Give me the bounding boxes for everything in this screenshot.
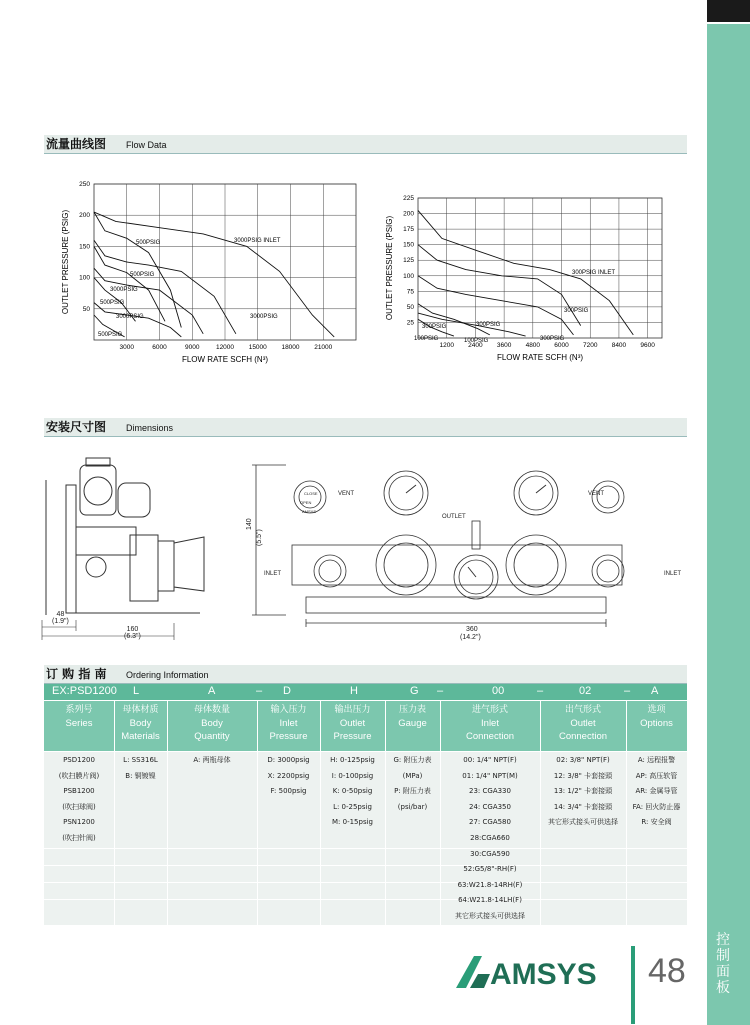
table-cell: 63:W21.8-14RH(F) xyxy=(457,880,523,889)
table-cell: 12: 3/8" 卡套接頭 xyxy=(553,771,613,780)
ordering-title-zh: 订 购 指 南 xyxy=(46,667,107,681)
curve-annotation: 100PSIG xyxy=(464,338,489,344)
table-header-en1: Series xyxy=(65,718,93,729)
table-row-divider xyxy=(44,882,687,883)
y-tick-label: 175 xyxy=(403,226,414,234)
example-dash: – xyxy=(256,685,263,697)
y-tick-label: 75 xyxy=(406,288,414,296)
x-tick-label: 15000 xyxy=(248,344,267,351)
ordering-example-bar xyxy=(44,684,687,700)
table-header-cell xyxy=(167,704,257,743)
x-tick-label: 3600 xyxy=(496,342,512,349)
example-code: EX:PSD1200 xyxy=(52,685,117,697)
table-cell: (吹扫针阀) xyxy=(62,834,96,842)
side-length-mm: 160 xyxy=(126,626,139,633)
example-a: A xyxy=(208,685,216,697)
open-label: OPEN xyxy=(300,500,312,505)
y-tick-label: 125 xyxy=(403,257,414,265)
y-tick-label: 200 xyxy=(79,212,90,220)
table-header-en1: Gauge xyxy=(398,718,427,729)
x-tick-label: 3000 xyxy=(119,344,134,351)
table-header-en1: Outlet xyxy=(570,718,596,729)
curve-annotation: 3000PSIG xyxy=(110,287,138,293)
side-fitting xyxy=(158,541,174,591)
table-cell: B: 铜镀镍 xyxy=(125,771,156,780)
table-cell: AP: 高压软管 xyxy=(635,771,678,780)
table-row-divider xyxy=(44,925,687,926)
dimensions-title-zh: 安装尺寸图 xyxy=(46,420,107,434)
table-header-en2: Pressure xyxy=(269,731,308,742)
table-cell: A: 两瓶母体 xyxy=(193,756,231,764)
table-header-cell xyxy=(440,704,540,743)
table-cell: (MPa) xyxy=(402,771,423,780)
table-cell: K: 0-50psig xyxy=(332,787,373,796)
table-header-zh: 出气形式 xyxy=(564,705,601,715)
curve-annotation: 500PSIG xyxy=(98,332,123,338)
table-header-zh: 母体材质 xyxy=(122,705,159,715)
table-header-zh: 进气形式 xyxy=(471,705,508,715)
amsys-logo-text: AMSYS xyxy=(490,958,597,991)
x-tick-label: 6000 xyxy=(152,344,167,351)
table-header-en2: Quantity xyxy=(194,731,230,742)
front-width-in: (14.2") xyxy=(460,634,481,641)
side-tab-cap xyxy=(707,0,750,22)
table-header-en2: Connection xyxy=(558,731,608,742)
table-header-cell xyxy=(114,704,167,743)
x-tick-label: 21000 xyxy=(314,344,333,351)
y-tick-label: 100 xyxy=(79,274,90,282)
table-cell: (吹扫球阀) xyxy=(62,802,96,811)
y-tick-label: 250 xyxy=(79,181,90,188)
front-width-mm: 360 xyxy=(466,626,478,633)
table-cell: 28:CGA660 xyxy=(470,834,510,842)
example-dash: – xyxy=(437,685,444,697)
side-width-mm: 48 xyxy=(56,611,65,618)
outlet-label: OUTLET xyxy=(442,514,466,520)
x-tick-label: 1200 xyxy=(439,342,454,349)
side-handwheel xyxy=(174,537,204,591)
y-tick-label: 200 xyxy=(403,210,414,218)
x-tick-label: 9000 xyxy=(185,344,200,351)
flow-data-title-zh: 流量曲线图 xyxy=(46,137,107,151)
flow-chart-left xyxy=(50,178,360,370)
curve-annotation: 3000PSIG INLET xyxy=(234,238,281,244)
side-width-dim xyxy=(52,611,69,625)
table-header-en2: Materials xyxy=(121,731,160,742)
table-row-divider xyxy=(44,848,687,849)
table-cell: A: 远程报警 xyxy=(637,756,676,764)
curve-annotation: 300PSIG xyxy=(422,324,447,330)
table-cell: H: 0-125psig xyxy=(330,756,375,764)
side-tab-divider xyxy=(707,22,750,24)
curve-annotation: 300PSIG xyxy=(540,336,565,342)
front-view-drawing xyxy=(246,455,666,645)
y-tick-label: 225 xyxy=(403,195,414,202)
brand-label: AMSYS xyxy=(302,509,317,514)
y-tick-label: 50 xyxy=(406,303,414,311)
table-cell: 52:G5/8"-RH(F) xyxy=(463,865,517,874)
x-tick-label: 9600 xyxy=(640,342,655,349)
table-header-en1: Inlet xyxy=(279,718,298,729)
vent-right-label: VENT xyxy=(588,491,605,497)
flow-chart-right xyxy=(376,192,676,372)
table-row-divider xyxy=(44,865,687,866)
table-cell: 02: 3/8" NPT(F) xyxy=(556,756,610,764)
table-cell: M: 0-15psig xyxy=(332,818,373,827)
curve-annotation: 300PSIG INLET xyxy=(572,270,616,276)
table-header-zh: 系列号 xyxy=(65,705,93,715)
table-cell: R: 安全阀 xyxy=(641,818,672,827)
table-cell: 27: CGA580 xyxy=(469,818,511,827)
table-cell: 14: 3/4" 卡套接頭 xyxy=(553,802,613,811)
table-cell: 23: CGA330 xyxy=(469,787,511,796)
table-cell: F: 500psig xyxy=(270,787,307,796)
side-regulator-knob xyxy=(80,465,116,515)
table-header-zh: 压力表 xyxy=(398,705,426,715)
x-tick-label: 2400 xyxy=(468,342,483,349)
example-dash: – xyxy=(624,685,631,697)
front-regulator-right xyxy=(506,535,566,595)
ordering-title-en: Ordering Information xyxy=(126,670,209,680)
side-length-in: (6.3") xyxy=(124,633,141,640)
curve-annotation: 500PSIG xyxy=(130,272,155,278)
table-header-en1: Body xyxy=(129,718,152,729)
table-cell: 30:CGA590 xyxy=(470,849,510,858)
example-outlet: 02 xyxy=(579,685,592,697)
inlet-right-label: INLET xyxy=(664,571,682,577)
table-header-en1: Options xyxy=(640,718,673,729)
table-cell: L: SS316L xyxy=(123,756,158,764)
curve-annotation: 3000PSIG xyxy=(116,314,144,320)
table-cell: (吹扫膜片阀) xyxy=(58,771,100,780)
side-body xyxy=(76,527,136,555)
series-line xyxy=(418,304,490,335)
x-tick-label: 8400 xyxy=(611,342,627,349)
front-height-mm: 140 xyxy=(246,518,253,530)
example-dash: – xyxy=(537,685,544,697)
series-line xyxy=(418,245,581,326)
side-width-in: (1.9") xyxy=(52,618,69,625)
example-d: D xyxy=(283,685,291,697)
curve-annotation: 500PSIG xyxy=(136,240,161,246)
y-tick-label: 150 xyxy=(79,243,90,251)
front-height-in: (5.5") xyxy=(256,529,263,546)
y-tick-label: 50 xyxy=(82,305,90,313)
table-cell: 01: 1/4" NPT(M) xyxy=(462,771,518,780)
table-cell: PSD1200 xyxy=(63,756,95,764)
table-cell: L: 0-25psig xyxy=(333,802,372,811)
front-manifold xyxy=(292,545,622,585)
table-header-cell xyxy=(257,704,320,743)
table-header-cell xyxy=(320,704,385,743)
table-cell: G: 附压力表 xyxy=(393,756,432,764)
inlet-left-label: INLET xyxy=(264,571,282,577)
table-cell: AR: 金属导管 xyxy=(635,787,678,796)
table-header-en1: Inlet xyxy=(481,718,499,729)
y-tick-label: 150 xyxy=(403,241,414,249)
front-regulator-left xyxy=(376,535,436,595)
x-axis-label: FLOW RATE SCFH (N³) xyxy=(496,353,584,362)
x-axis-label: FLOW RATE SCFH (N³) xyxy=(181,355,269,364)
curve-annotation: 300PSIG xyxy=(476,322,501,328)
table-header-zh: 选项 xyxy=(647,705,666,715)
table-header-zh: 母体数量 xyxy=(193,705,230,715)
table-cell: 00: 1/4" NPT(F) xyxy=(463,756,517,764)
table-row-divider xyxy=(44,899,687,900)
flow-data-title-en: Flow Data xyxy=(126,140,167,150)
dimensions-header xyxy=(44,418,687,437)
side-tab xyxy=(707,0,750,1025)
side-inlet-gauge xyxy=(86,557,106,577)
amsys-logo xyxy=(452,952,624,992)
curve-annotation: 500PSIG xyxy=(100,300,125,306)
amsys-logo-mark xyxy=(456,956,490,988)
example-g: G xyxy=(410,685,419,697)
x-tick-label: 4800 xyxy=(525,342,541,349)
table-cell: (psi/bar) xyxy=(397,802,428,811)
page-number: 48 xyxy=(648,952,686,990)
x-tick-label: 7200 xyxy=(583,342,598,349)
y-tick-label: 100 xyxy=(403,272,414,280)
table-cell: 其它形式接头可供选择 xyxy=(455,912,525,920)
x-tick-label: 12000 xyxy=(215,344,235,351)
table-cell: FA: 回火防止器 xyxy=(632,802,681,811)
table-cell: 64:W21.8-14LH(F) xyxy=(458,896,522,905)
y-axis-label: OUTLET PRESSURE (PSIG) xyxy=(385,215,394,321)
table-cell: X: 2200psig xyxy=(267,771,310,780)
side-valve-handle xyxy=(118,483,150,517)
example-h: H xyxy=(350,685,358,697)
table-header-en1: Outlet xyxy=(339,718,366,729)
panel-plate xyxy=(66,485,76,613)
table-cell: I: 0-100psig xyxy=(331,771,374,780)
table-header-cell xyxy=(626,704,687,730)
table-header-zh: 输出压力 xyxy=(334,705,371,715)
curve-annotation: 3000PSIG xyxy=(250,314,278,320)
series-line xyxy=(94,212,181,327)
side-tab-label: 控制面板 xyxy=(716,932,730,996)
ordering-header xyxy=(44,665,687,684)
y-tick-label: 25 xyxy=(406,319,414,327)
x-tick-label: 18000 xyxy=(281,344,300,351)
table-header-cell xyxy=(385,704,440,730)
page-number-bar xyxy=(631,946,635,1024)
table-cell: 24: CGA350 xyxy=(469,802,511,811)
table-header-en2: Pressure xyxy=(333,731,372,742)
table-cell: 13: 1/2" 卡套接頭 xyxy=(553,787,613,796)
flow-data-header xyxy=(44,135,687,154)
curve-annotation: 100PSIG xyxy=(414,336,439,342)
table-header-zh: 输入压力 xyxy=(270,705,307,715)
table-cell: 其它形式接头可供选择 xyxy=(548,818,618,827)
table-cell: PSB1200 xyxy=(63,787,95,796)
side-length-dim xyxy=(124,626,141,640)
y-axis-label: OUTLET PRESSURE (PSIG) xyxy=(61,209,70,315)
table-cell: PSN1200 xyxy=(63,818,95,827)
table-cell: D: 3000psig xyxy=(267,756,310,764)
example-l: L xyxy=(133,685,140,697)
series-line xyxy=(94,246,165,321)
table-header-cell xyxy=(540,704,626,743)
table-header-cell xyxy=(44,704,114,730)
table-cell: P: 附压力表 xyxy=(394,787,431,796)
table-header-en2: Connection xyxy=(465,731,515,742)
side-gauge xyxy=(84,477,112,505)
front-base-rail xyxy=(306,597,606,613)
side-manifold xyxy=(130,535,158,601)
dimensions-title-en: Dimensions xyxy=(126,423,174,433)
curve-annotation: 300PSIG xyxy=(564,308,589,314)
close-label: CLOSE xyxy=(304,491,318,496)
example-inlet: 00 xyxy=(492,685,505,697)
x-tick-label: 6000 xyxy=(554,342,569,349)
table-header-en1: Body xyxy=(201,718,223,729)
example-option: A xyxy=(651,685,659,697)
vent-left-label: VENT xyxy=(338,491,355,497)
